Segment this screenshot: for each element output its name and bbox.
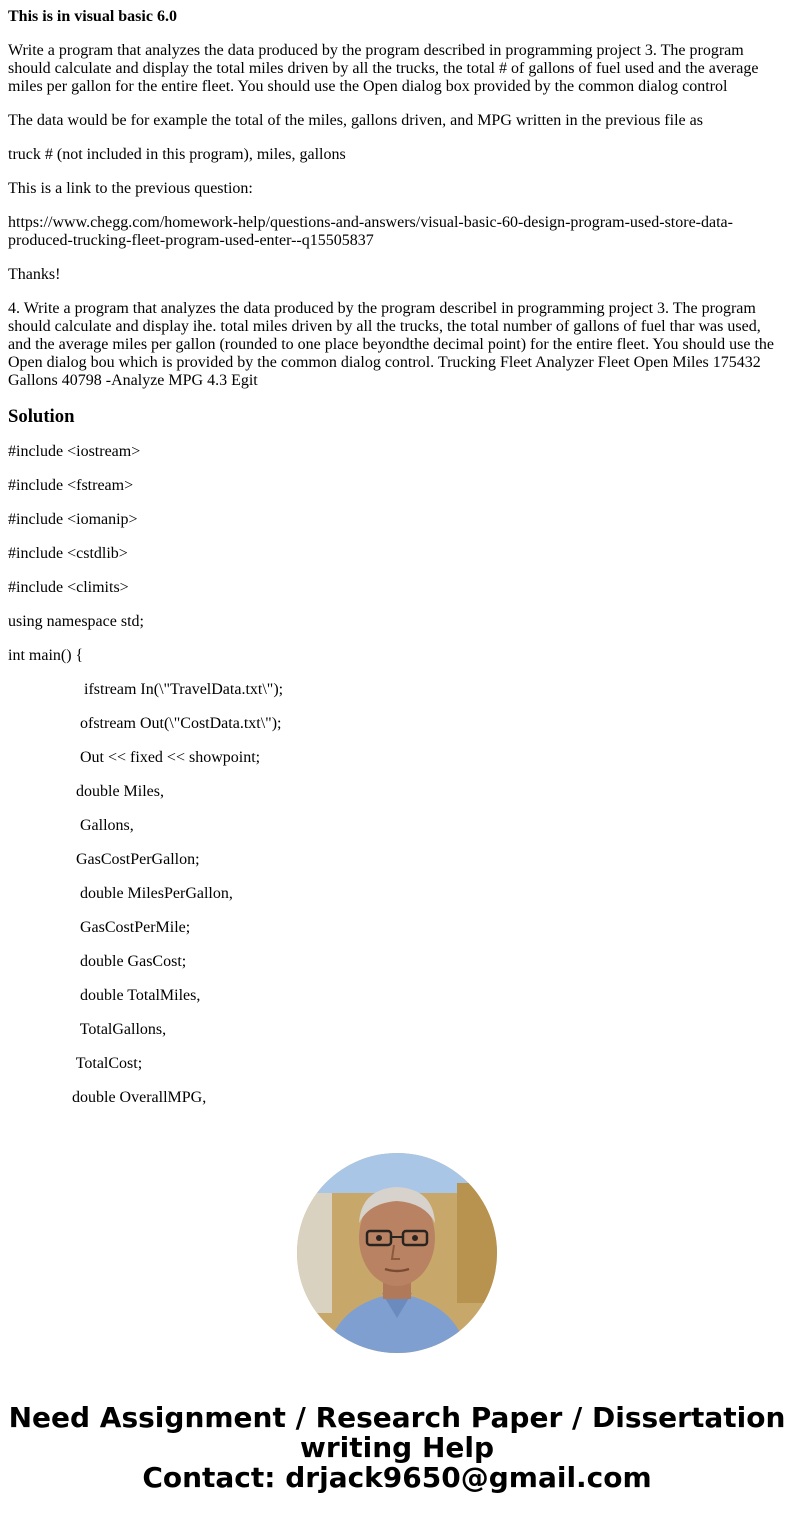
code-line: TotalGallons,	[8, 1021, 167, 1038]
code-line: #include <iostream>	[8, 443, 141, 460]
question-content	[8, 8, 786, 1123]
code-line: TotalCost;	[8, 1055, 143, 1072]
question-paragraph: 4. Write a program that analyzes the data produced by the program describel in programming project 3. The program should calculate and display ihe. total miles driven by all the trucks, the total number of gallons of fuel thar was used, and the average miles per gallon (rounded to one place beyondthe decimal point) for the entire fleet. You should use the Open dialog bou which is provided by the common dialog control. Trucking Fleet Analyzer Fleet Open Miles 175432 Gallons 40798 -Analyze MPG 4.3 Egit	[8, 300, 774, 389]
question-paragraph: This is a link to the previous question:	[8, 180, 253, 197]
code-line: using namespace std;	[8, 613, 144, 630]
code-line: Out << fixed << showpoint;	[8, 749, 261, 766]
code-line: GasCostPerGallon;	[8, 851, 200, 868]
code-line: ifstream In(\"TravelData.txt\");	[8, 681, 284, 698]
code-line: double GasCost;	[8, 953, 187, 970]
question-link-text: https://www.chegg.com/homework-help/questions-and-answers/visual-basic-60-design-program-used-store-data-produced-trucking-fleet-program-used-enter--q15505837	[8, 214, 733, 249]
promo-contact: Contact: drjack9650@gmail.com	[142, 1461, 652, 1494]
question-paragraph: Thanks!	[8, 266, 61, 283]
avatar-illustration	[297, 1153, 497, 1353]
code-line: GasCostPerMile;	[8, 919, 191, 936]
promo-line: Need Assignment / Research Paper / Dissertation	[8, 1401, 786, 1434]
code-line: Gallons,	[8, 817, 134, 834]
code-line: ofstream Out(\"CostData.txt\");	[8, 715, 282, 732]
solution-heading: Solution	[8, 406, 75, 427]
code-line: #include <climits>	[8, 579, 129, 596]
question-title: This is in visual basic 6.0	[8, 8, 177, 25]
promo-banner	[0, 1403, 794, 1493]
question-paragraph: The data would be for example the total of the miles, gallons driven, and MPG written in the previous file as	[8, 112, 703, 129]
code-line: #include <cstdlib>	[8, 545, 128, 562]
code-line: double MilesPerGallon,	[8, 885, 233, 902]
code-line: double TotalMiles,	[8, 987, 201, 1004]
question-paragraph: Write a program that analyzes the data produced by the program described in programming project 3. The program should calculate and display the total miles driven by all the trucks, the total # of gallons of fuel used and the average miles per gallon for the entire fleet. You should use the Open dialog box provided by the common dialog control	[8, 42, 759, 95]
person-photo-icon	[297, 1153, 497, 1353]
code-line: double Miles,	[8, 783, 164, 800]
promo-line: writing Help	[299, 1431, 495, 1464]
code-line: #include <iomanip>	[8, 511, 138, 528]
code-line: #include <fstream>	[8, 477, 134, 494]
question-paragraph: truck # (not included in this program), miles, gallons	[8, 146, 346, 163]
solution-code	[8, 443, 786, 1107]
code-line: int main() {	[8, 647, 84, 664]
code-line: double OverallMPG,	[8, 1089, 207, 1106]
